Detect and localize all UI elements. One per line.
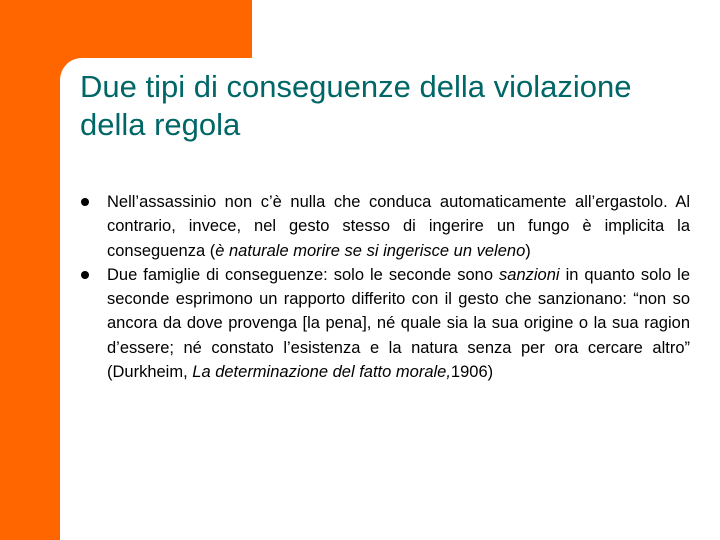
bullet-italic-text: è naturale morire se si ingerisce un veleno — [215, 241, 526, 260]
bullet-text: 1906) — [450, 363, 494, 382]
bullet-text: ) — [525, 241, 531, 260]
bullet-dot-icon — [81, 271, 89, 279]
bullet-text: Nell’assassinio non c’è nulla che conduca automaticamente all’ergastolo. Al contrario, invece, nel gesto stesso di ingerire un fungo è implicita la conseguenza ( — [107, 193, 690, 260]
slide-title: Due tipi di conseguenze della violazione della regola — [80, 69, 632, 142]
bullet-dot-icon — [81, 198, 89, 206]
bullet-item — [80, 190, 690, 263]
bullet-text: Due famiglie di conseguenze: solo le seconde sono — [107, 265, 500, 284]
bullet-item — [80, 263, 690, 384]
book-title-text: La determinazione del fatto morale, — [192, 363, 451, 382]
bullet-italic-text: sanzioni — [499, 265, 560, 284]
bullet-list — [80, 190, 690, 384]
bullet-text: in quanto solo le seconde esprimono un rapporto differito con il gesto che sanzionano: “non so ancora da dove provenga [la pena], né quale sia la sua origine o la sua ragion d’essere; né constato l’esistenza e la natura senza per ora cercare altro” (Durkheim, — [107, 265, 690, 382]
